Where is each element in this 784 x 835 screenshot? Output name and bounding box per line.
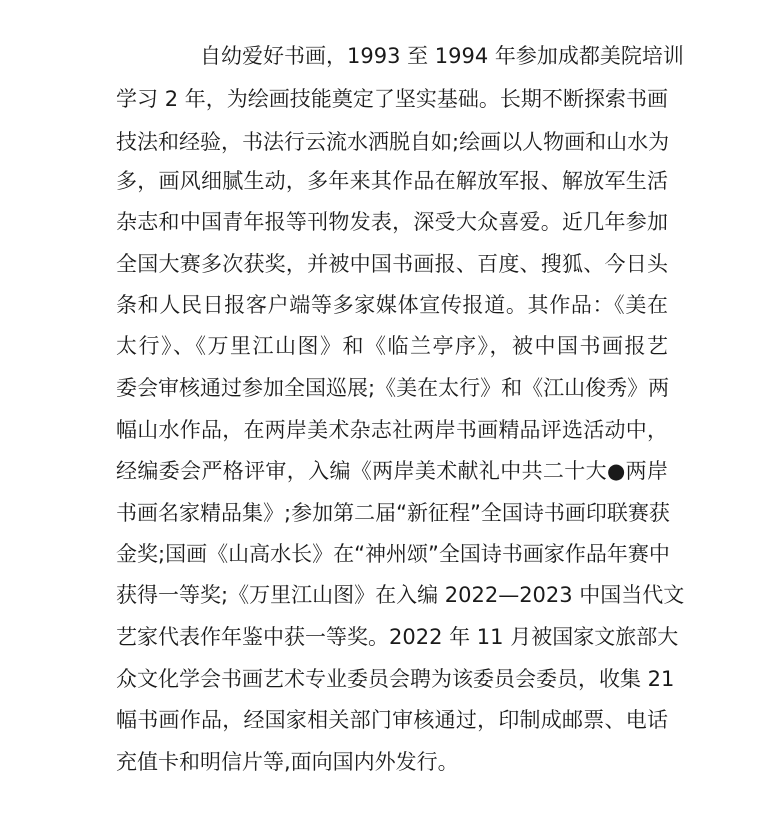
paragraph-line: 经编委会严格评审，入编《两岸美术献礼中共二十大●两岸: [116, 459, 668, 483]
paragraph-line: 充值卡和明信片等,面向国内外发行。: [116, 750, 459, 774]
paragraph-line: 学习 2 年，为绘画技能奠定了坚实基础。长期不断探索书画: [116, 87, 668, 111]
paragraph-line: 杂志和中国青年报等刊物发表，深受大众喜爱。近几年参加: [116, 210, 668, 234]
paragraph-line: 众文化学会书画艺术专业委员会聘为该委员会委员，收集 21: [116, 667, 675, 691]
paragraph-line: 太行》、《万里江山图》和《临兰亭序》，被中国书画报艺: [116, 334, 668, 358]
paragraph-line: 金奖;国画《山高水长》在“神州颂”全国诗书画家作品年赛中: [116, 542, 670, 566]
paragraph-line: 全国大赛多次获奖，并被中国书画报、百度、搜狐、今日头: [116, 252, 668, 276]
paragraph-line: 自幼爱好书画，1993 至 1994 年参加成都美院培训: [200, 44, 684, 68]
paragraph-line: 书画名家精品集》;参加第二届“新征程”全国诗书画印联赛获: [116, 501, 670, 525]
paragraph-line: 幅书画作品，经国家相关部门审核通过，印制成邮票、电话: [116, 708, 668, 732]
paragraph-line: 技法和经验，书法行云流水洒脱自如;绘画以人物画和山水为: [116, 130, 670, 154]
paragraph-line: 艺家代表作年鉴中获一等奖。2022 年 11 月被国家文旅部大: [116, 625, 679, 649]
paragraph-line: 委会审核通过参加全国巡展;《美在太行》和《江山俊秀》两: [116, 376, 670, 400]
paragraph-line: 条和人民日报客户端等多家媒体宣传报道。其作品：《美在: [116, 293, 668, 317]
paragraph-line: 幅山水作品，在两岸美术杂志社两岸书画精品评选活动中，: [116, 418, 668, 442]
paragraph-line: 多，画风细腻生动，多年来其作品在解放军报、解放军生活: [116, 169, 668, 193]
paragraph-line: 获得一等奖;《万里江山图》在入编 2022—2023 中国当代文: [116, 583, 685, 607]
